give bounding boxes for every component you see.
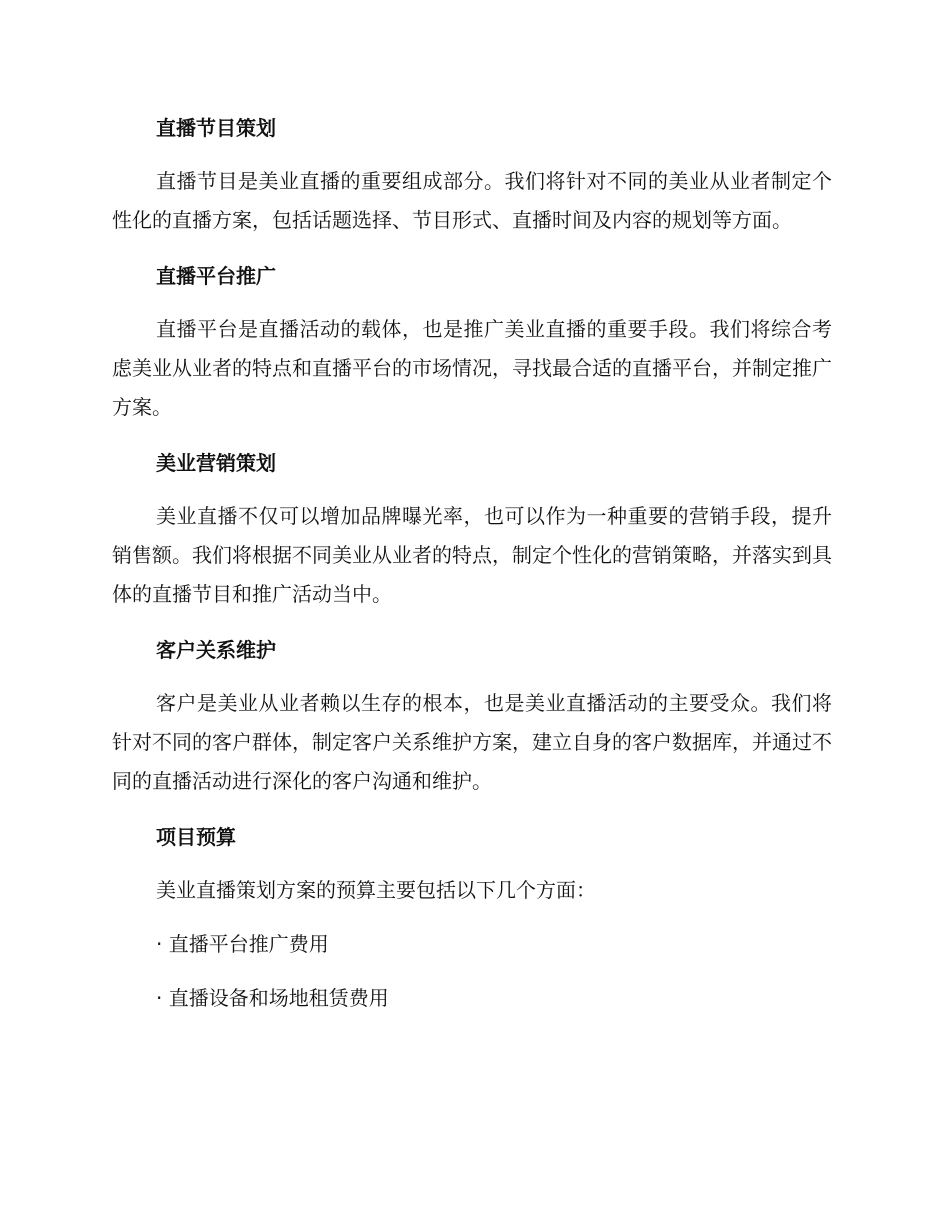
section-heading: 美业营销策划 <box>156 451 276 475</box>
section-paragraph: 直播平台是直播活动的载体，也是推广美业直播的重要手段。我们将综合考虑美业从业者的特点和直播平台的市场情况，寻找最合适的直播平台，并制定推广方案。 <box>112 317 832 419</box>
section-paragraph: 美业直播不仅可以增加品牌曝光率，也可以作为一种重要的营销手段，提升销售额。我们将根据不同美业从业者的特点，制定个性化的营销策略，并落实到具体的直播节目和推广活动当中。 <box>112 504 832 606</box>
section-paragraph: 客户是美业从业者赖以生存的根本，也是美业直播活动的主要受众。我们将针对不同的客户群体，制定客户关系维护方案，建立自身的客户数据库，并通过不同的直播活动进行深化的客户沟通和维护。 <box>112 691 832 793</box>
section-heading: 项目预算 <box>156 825 236 849</box>
budget-list-item: · 直播设备和场地租赁费用 <box>156 986 389 1010</box>
section-heading: 直播平台推广 <box>156 264 276 288</box>
section-heading: 直播节目策划 <box>156 116 276 140</box>
section-paragraph: 美业直播策划方案的预算主要包括以下几个方面： <box>156 878 596 902</box>
budget-list-item: · 直播平台推广费用 <box>156 932 329 956</box>
section-paragraph: 直播节目是美业直播的重要组成部分。我们将针对不同的美业从业者制定个性化的直播方案，包括话题选择、节目形式、直播时间及内容的规划等方面。 <box>112 169 832 232</box>
section-heading: 客户关系维护 <box>156 638 276 662</box>
document-body <box>112 108 832 1032</box>
